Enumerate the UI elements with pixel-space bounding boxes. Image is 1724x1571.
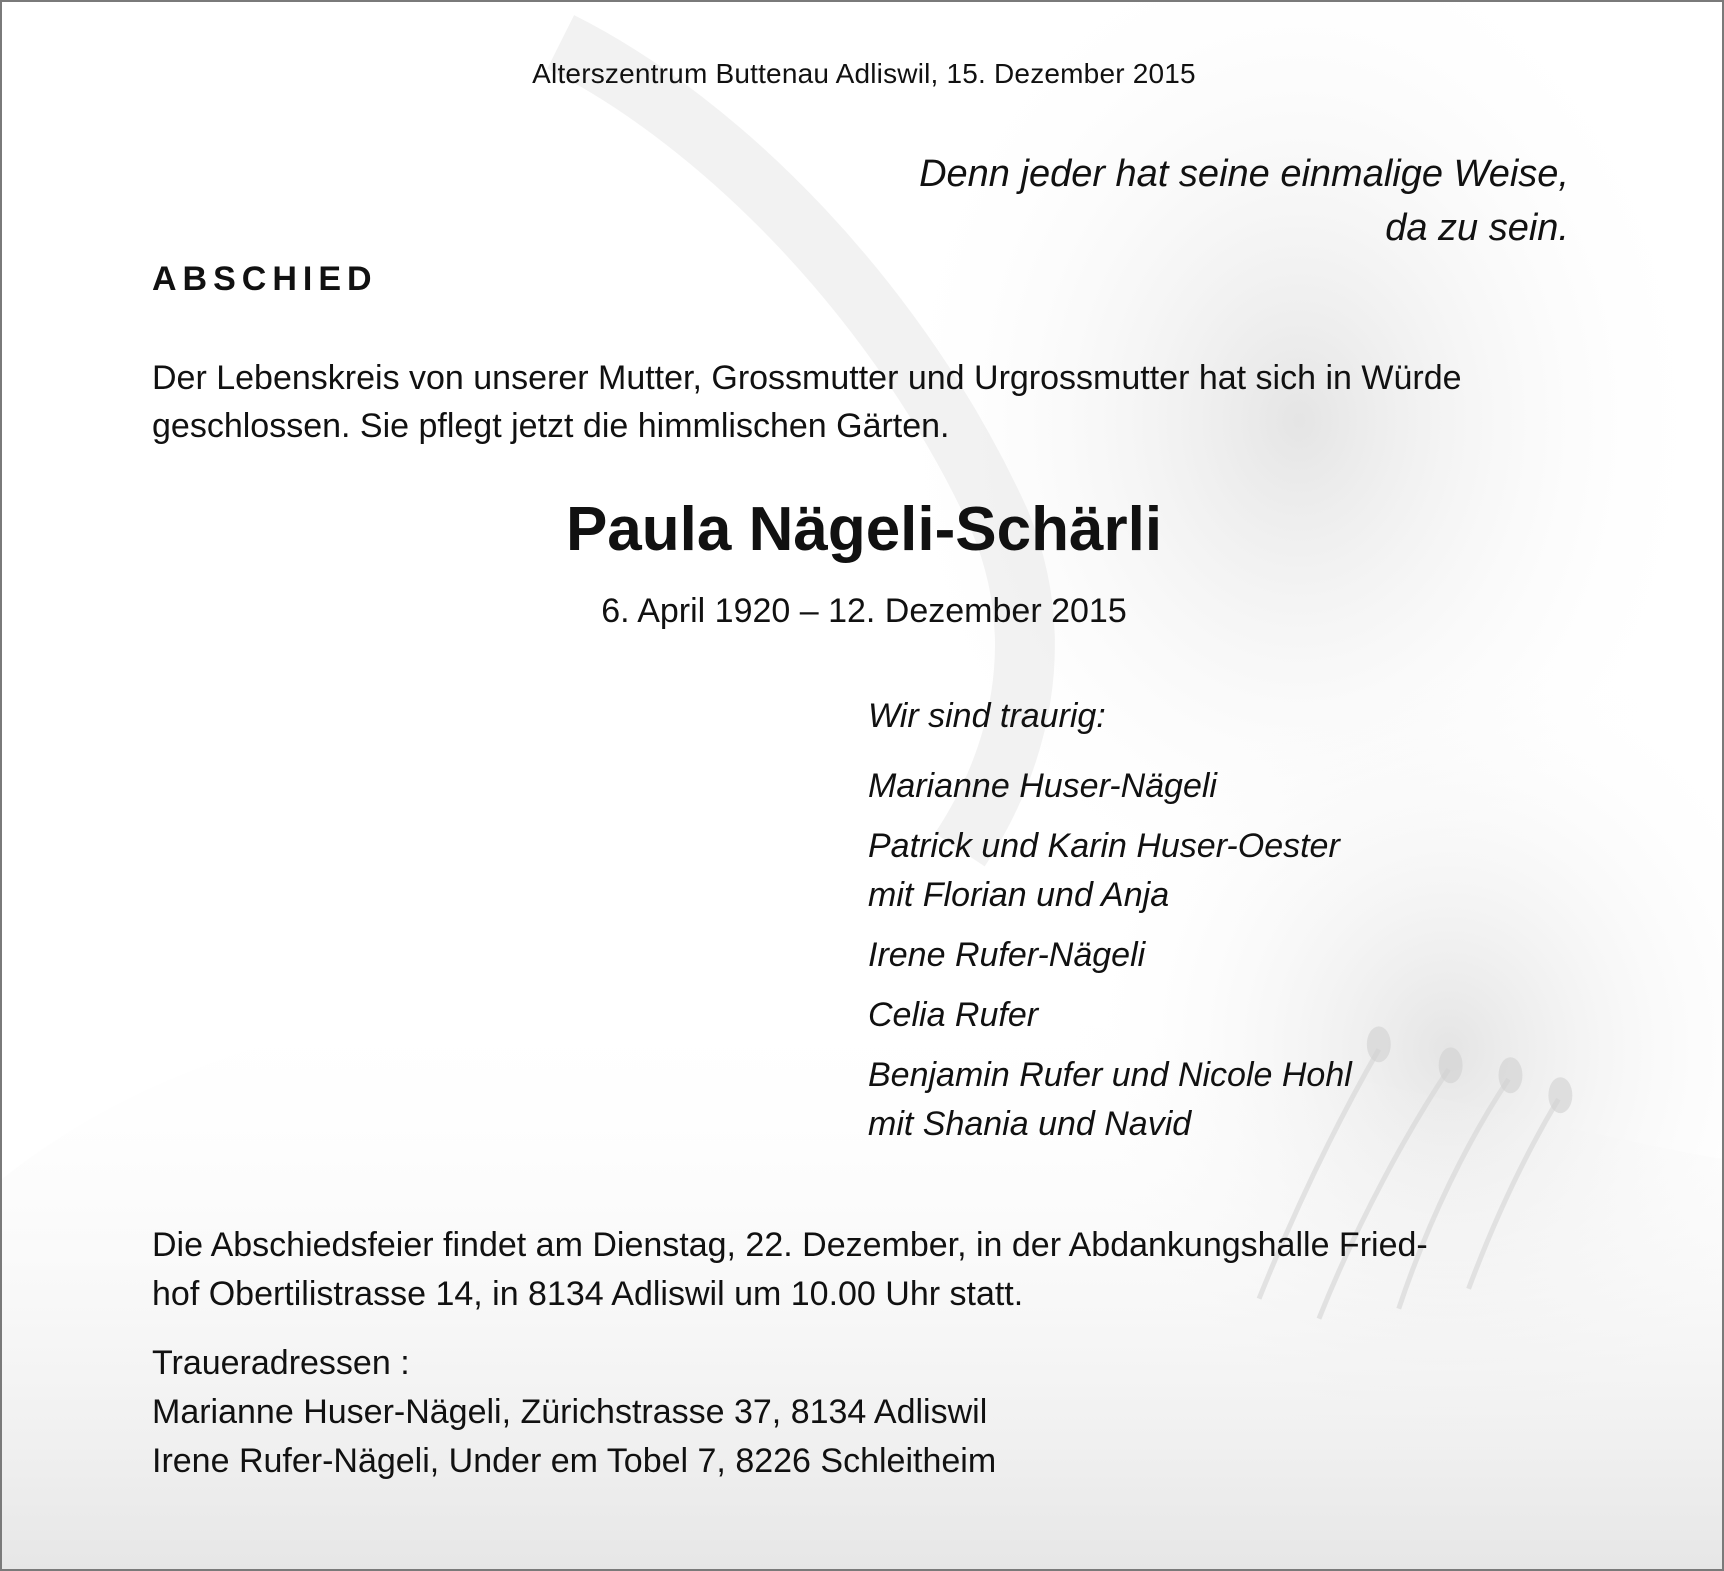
address-line: Marianne Huser-Nägeli, Zürichstrasse 37, 8134 Adliswil — [152, 1393, 988, 1431]
motto-line: Denn jeder hat seine einmalige Weise, — [919, 153, 1569, 195]
mourners-list — [868, 692, 1352, 1160]
mourner-entry — [868, 762, 1352, 811]
mourner-line: Benjamin Rufer und Nicole Hohl — [868, 1056, 1352, 1094]
ceremony-line: hof Obertilistrasse 14, in 8134 Adliswil um 10.00 Uhr statt. — [152, 1275, 1024, 1313]
intro-line: Der Lebenskreis von unserer Mutter, Grossmutter und Urgrossmutter hat sich in Würde — [152, 359, 1462, 397]
mourner-entry — [868, 1051, 1352, 1149]
addresses-heading: Traueradressen : — [152, 1344, 410, 1382]
deceased-name: Paula Nägeli-Schärli — [565, 495, 1163, 564]
life-dates: 6. April 1920 – 12. Dezember 2015 — [601, 592, 1127, 630]
obituary-content — [2, 2, 1722, 1569]
ceremony-notice — [152, 1221, 1582, 1319]
mourner-line: mit Shania und Navid — [868, 1105, 1192, 1143]
mourner-line: Celia Rufer — [868, 996, 1039, 1034]
section-heading: ABSCHIED — [152, 260, 378, 298]
mourner-line: mit Florian und Anja — [868, 876, 1170, 914]
mourner-line: Irene Rufer-Nägeli — [868, 936, 1146, 974]
place-date-line: Alterszentrum Buttenau Adliswil, 15. Dezember 2015 — [532, 58, 1196, 89]
mourner-entry — [868, 931, 1352, 980]
mourners-heading: Wir sind traurig: — [868, 697, 1106, 735]
ceremony-line: Die Abschiedsfeier findet am Dienstag, 22. Dezember, in der Abdankungshalle Fried- — [152, 1226, 1428, 1264]
mourner-line: Marianne Huser-Nägeli — [868, 767, 1217, 805]
mourner-line: Patrick und Karin Huser-Oester — [868, 827, 1340, 865]
intro-line: geschlossen. Sie pflegt jetzt die himmlischen Gärten. — [152, 407, 950, 445]
address-line: Irene Rufer-Nägeli, Under em Tobel 7, 8226 Schleitheim — [152, 1442, 997, 1480]
mourning-addresses — [152, 1339, 996, 1486]
intro-paragraph — [152, 354, 1582, 450]
motto-quote — [919, 147, 1569, 255]
mourner-entry — [868, 991, 1352, 1040]
mourner-entry — [868, 822, 1352, 920]
motto-line: da zu sein. — [1385, 207, 1569, 249]
